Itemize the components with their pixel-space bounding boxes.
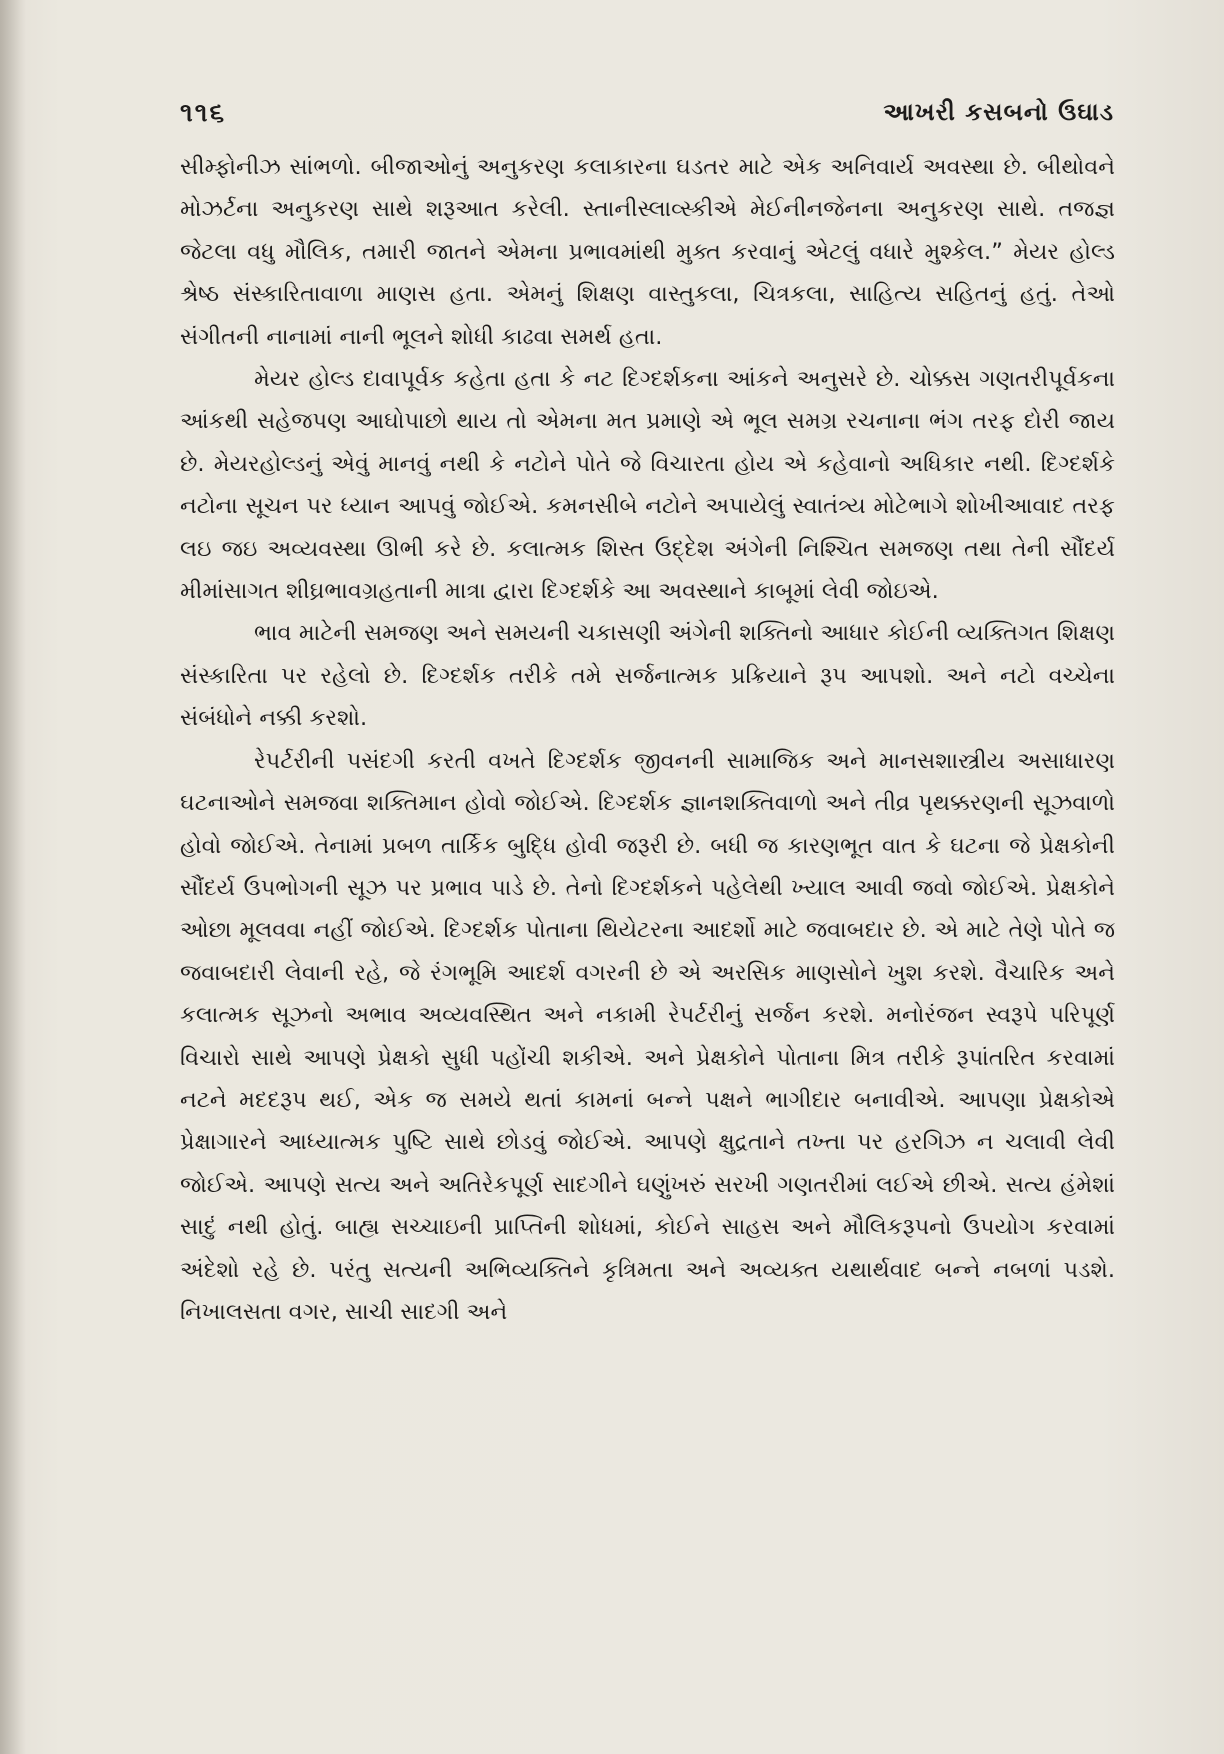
page-number: ૧૧૬ bbox=[180, 98, 227, 128]
paragraph-3: ભાવ માટેની સમજણ અને સમયની ચકાસણી અંગેની શક્તિનો આધાર કોઈની વ્યક્તિગત શિક્ષણ સંસ્કારિતા પર રહેલો છે. દિગ્દર્શક તરીકે તમે સર્જનાત્મક પ્રક્રિયાને રૂપ આપશો. અને નટો વચ્ચેના સંબંધોને નક્કી કરશો. bbox=[180, 620, 1115, 732]
chapter-title: આખરી કસબનો ઉઘાડ bbox=[883, 98, 1114, 126]
running-head bbox=[180, 98, 1114, 138]
paragraph-2: મેયર હોલ્ડ દાવાપૂર્વક કહેતા હતા કે નટ દિગ્દર્શકના આંકને અનુસરે છે. ચોક્કસ ગણતરીપૂર્વકના આંકથી સહેજપણ આઘોપાછો થાય તો એમના મત પ્રમાણે એ ભૂલ સમગ્ર રચનાના ભંગ તરફ દોરી જાય છે. મેયરહોલ્ડનું એવું માનવું નથી કે નટોને પોતે જે વિચારતા હોય એ કહેવાનો અધિકાર નથી. દિગ્દર્શકે નટોના સૂચન પર ધ્યાન આપવું જોઈએ. કમનસીબે નટોને અપાયેલું સ્વાતંત્ર્ય મોટેભાગે શોખીઆવાદ તરફ લઇ જઇ અવ્યવસ્થા ઊભી કરે છે. કલાત્મક શિસ્ત ઉદ્દેશ અંગેની નિશ્ચિત સમજણ તથા તેની સૌંદર્ય મીમાંસાગત શીઘ્રભાવગ્રહતાની માત્રા દ્વારા દિગ્દર્શકે આ અવસ્થાને કાબૂમાં લેવી જોઇએ. bbox=[180, 366, 1115, 605]
paragraph-1: સીમ્ફોનીઝ સાંભળો. બીજાઓનું અનુકરણ કલાકારના ઘડતર માટે એક અનિવાર્ય અવસ્થા છે. બીથોવને મોઝર્ટના અનુકરણ સાથે શરૂઆત કરેલી. સ્તાનીસ્લાવ્સ્કીએ મેઈનીનજેનના અનુકરણ સાથે. તજજ્ઞ જેટલા વધુ મૌલિક, તમારી જાતને એમના પ્રભાવમાંથી મુક્ત કરવાનું એટલું વધારે મુશ્કેલ.” મેયર હોલ્ડ શ્રેષ્ઠ સંસ્કારિતાવાળા માણસ હતા. એમનું શિક્ષણ વાસ્તુકલા, ચિત્રકલા, સાહિત્ય સહિતનું હતું. તેઓ સંગીતની નાનામાં નાની ભૂલને શોધી કાઢવા સમર્થ હતા. bbox=[180, 154, 1115, 350]
paragraph-4: રેપર્ટરીની પસંદગી કરતી વખતે દિગ્દર્શક જીવનની સામાજિક અને માનસશાસ્ત્રીય અસાધારણ ઘટનાઓને સમજવા શક્તિમાન હોવો જોઈએ. દિગ્દર્શક જ્ઞાનશક્તિવાળો અને તીવ્ર પૃથક્કરણની સૂઝવાળો હોવો જોઈએ. તેનામાં પ્રબળ તાર્કિક બુદ્ધિ હોવી જરૂરી છે. બધી જ કારણભૂત વાત કે ઘટના જે પ્રેક્ષકોની સૌંદર્ય ઉપભોગની સૂઝ પર પ્રભાવ પાડે છે. તેનો દિગ્દર્શકને પહેલેથી ખ્યાલ આવી જવો જોઈએ. પ્રેક્ષકોને ઓછા મૂલવવા નહીં જોઈએ. દિગ્દર્શક પોતાના થિયેટરના આદર્શો માટે જવાબદાર છે. એ માટે તેણે પોતે જ જવાબદારી લેવાની રહે, જે રંગભૂમિ આદર્શ વગરની છે એ અરસિક માણસોને ખુશ કરશે. વૈચારિક અને કલાત્મક સૂઝનો અભાવ અવ્યવસ્થિત અને નકામી રેપર્ટરીનું સર્જન કરશે. મનોરંજન સ્વરૂપે પરિપૂર્ણ વિચારો સાથે આપણે પ્રેક્ષકો સુધી પહોંચી શકીએ. અને પ્રેક્ષકોને પોતાના મિત્ર તરીકે રૂપાંતરિત કરવામાં નટને મદદરૂપ થઈ, એક જ સમયે થતાં કામનાં બન્ને પક્ષને ભાગીદાર બનાવીએ. આપણા પ્રેક્ષકોએ પ્રેક્ષાગારને આધ્યાત્મક પુષ્ટિ સાથે છોડવું જોઈએ. આપણે ક્ષુદ્રતાને તખ્તા પર હરગિઝ ન ચલાવી લેવી જોઈએ. આપણે સત્ય અને અતિરેકપૂર્ણ સાદગીને ઘણુંખરું સરખી ગણતરીમાં લઈએ છીએ. સત્ય હંમેશાં સાદું નથી હોતું. બાહ્ય સચ્ચાઇની પ્રાપ્તિની શોધમાં, કોઈને સાહસ અને મૌલિકરૂપનો ઉપયોગ કરવામાં અંદેશો રહે છે. પરંતુ સત્યની અભિવ્યક્તિને કૃત્રિમતા અને અવ્યક્ત યથાર્થવાદ બન્ને નબળાં પડશે. નિખાલસતા વગર, સાચી સાદગી અને bbox=[180, 747, 1115, 1325]
spine-shadow bbox=[0, 0, 26, 1754]
body-text bbox=[180, 146, 1115, 1333]
